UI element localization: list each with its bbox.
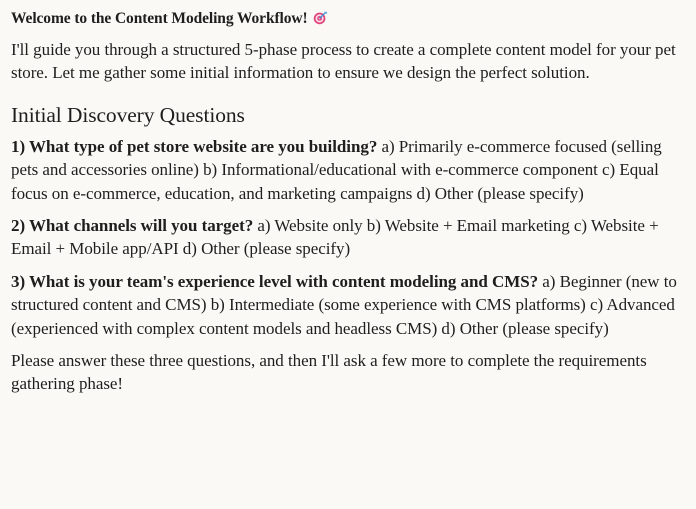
question-2 bbox=[11, 214, 685, 261]
question-3 bbox=[11, 270, 685, 340]
intro-paragraph: I'll guide you through a structured 5-phase process to create a complete content model for your pet store. Let me gather some initial information to ensure we design the perfect solution. bbox=[11, 40, 676, 83]
direct-hit-target-icon bbox=[313, 10, 328, 25]
question-2-text: 2) What channels will you target? bbox=[11, 216, 254, 236]
message-title-text: Welcome to the Content Modeling Workflow! bbox=[11, 10, 308, 27]
question-1 bbox=[11, 135, 685, 205]
message-title bbox=[11, 8, 685, 30]
section-heading: Initial Discovery Questions bbox=[11, 102, 245, 127]
question-1-text: 1) What type of pet store website are you building? bbox=[11, 136, 378, 156]
question-3-options: a) Beginner (new to structured content and CMS) b) Intermediate (some experience with CMS platforms) c) Advanced (experienced with complex content models and headless CMS) d) Other (please specify) bbox=[11, 271, 677, 338]
closing-paragraph: Please answer these three questions, and then I'll ask a few more to complete the requirements gathering phase! bbox=[11, 351, 647, 394]
question-2-options: a) Website only b) Website + Email marketing c) Website + Email + Mobile app/API d) Other (please specify) bbox=[11, 216, 659, 259]
question-1-options: a) Primarily e-commerce focused (selling pets and accessories online) b) Informational/educational with e-commerce component c) Equal focus on e-commerce, education, and marketing campaigns d) Other (please specify) bbox=[11, 136, 662, 203]
question-3-text: 3) What is your team's experience level with content modeling and CMS? bbox=[11, 271, 539, 291]
